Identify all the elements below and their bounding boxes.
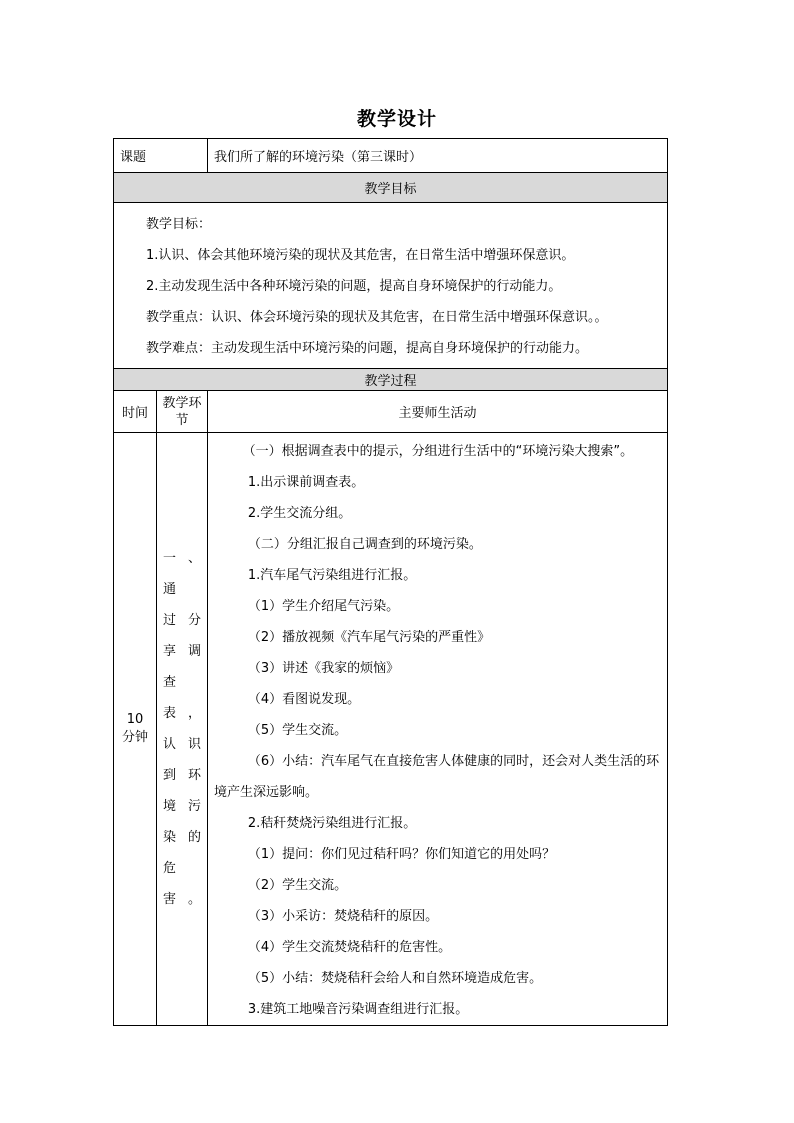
col-time-header: 时间 xyxy=(114,391,157,433)
activity-line: （2）播放视频《汽车尾气污染的严重性》 xyxy=(247,630,491,645)
activity-line: 1.出示课前调查表。 xyxy=(247,475,365,490)
goals-section xyxy=(114,203,668,369)
process-row xyxy=(114,433,668,1026)
column-header-row xyxy=(114,391,668,433)
process-header: 教学过程 xyxy=(114,369,668,391)
col-section-header: 教学环节 xyxy=(157,391,208,433)
section-line: 染 的 xyxy=(163,830,201,845)
section-line: 认 识 xyxy=(163,737,201,752)
activity-line: 3.建筑工地噪音污染调查组进行汇报。 xyxy=(247,1002,469,1017)
activity-line: （5）学生交流。 xyxy=(247,723,348,738)
activity-line: （1）提问：你们见过秸秆吗？你们知道它的用处吗？ xyxy=(247,847,556,862)
topic-row xyxy=(114,139,668,173)
activity-line: （3）小采访：焚烧秸秆的原因。 xyxy=(247,909,439,924)
section-line: 过 分 xyxy=(163,613,201,628)
activity-line: （6）小结：汽车尾气在直接危害人体健康的同时，还会对人类生活的环境产生深远影响。 xyxy=(214,754,660,800)
activity-line: 2.秸秆焚烧污染组进行汇报。 xyxy=(247,816,417,831)
activity-line: （一）根据调查表中的提示，分组进行生活中的“环境污染大搜索”。 xyxy=(242,444,634,459)
col-activity-header: 主要师生活动 xyxy=(208,391,668,433)
activity-line: 2.学生交流分组。 xyxy=(247,506,352,521)
activity-cell xyxy=(208,433,668,1026)
activity-line: （1）学生介绍尾气污染。 xyxy=(247,599,400,614)
activity-line: （5）小结：焚烧秸秆会给人和自然环境造成危害。 xyxy=(247,971,543,986)
document-title: 教学设计 xyxy=(356,108,437,130)
lesson-plan-table xyxy=(113,138,668,1026)
time-value: 10分钟 xyxy=(121,712,148,745)
topic-value: 我们所了解的环境污染（第三课时） xyxy=(208,139,668,173)
activity-line: 1.汽车尾气污染组进行汇报。 xyxy=(247,568,417,583)
goals-line: 2.主动发现生活中各种环境污染的问题，提高自身环境保护的行动能力。 xyxy=(146,279,562,294)
section-line: 享 调 xyxy=(163,644,201,659)
activity-line: （2）学生交流。 xyxy=(247,878,348,893)
topic-label: 课题 xyxy=(114,139,208,173)
time-cell xyxy=(114,433,157,1026)
goals-line: 教学目标： xyxy=(146,217,212,232)
goals-line: 1.认识、体会其他环境污染的现状及其危害，在日常生活中增强环保意识。 xyxy=(146,248,575,263)
goals-line: 教学难点：主动发现生活中环境污染的问题，提高自身环境保护的行动能力。 xyxy=(146,341,589,356)
activity-line: （二）分组汇报自己调查到的环境污染。 xyxy=(247,537,482,552)
activity-line: （3）讲述《我家的烦恼》 xyxy=(247,661,400,676)
goals-line: 教学重点：认识、体会环境污染的现状及其危害，在日常生活中增强环保意识。。 xyxy=(146,310,608,325)
section-line: 危害。 xyxy=(163,861,201,907)
activity-line: （4）学生交流焚烧秸秆的危害性。 xyxy=(247,940,452,955)
section-line: 境 污 xyxy=(163,799,201,814)
section-cell xyxy=(157,433,208,1026)
section-line: 查表， xyxy=(163,675,201,721)
activity-line: （4）看图说发现。 xyxy=(247,692,361,707)
section-line: 一、通 xyxy=(163,551,201,597)
section-line: 到 环 xyxy=(163,768,201,783)
goals-header: 教学目标 xyxy=(114,173,668,203)
